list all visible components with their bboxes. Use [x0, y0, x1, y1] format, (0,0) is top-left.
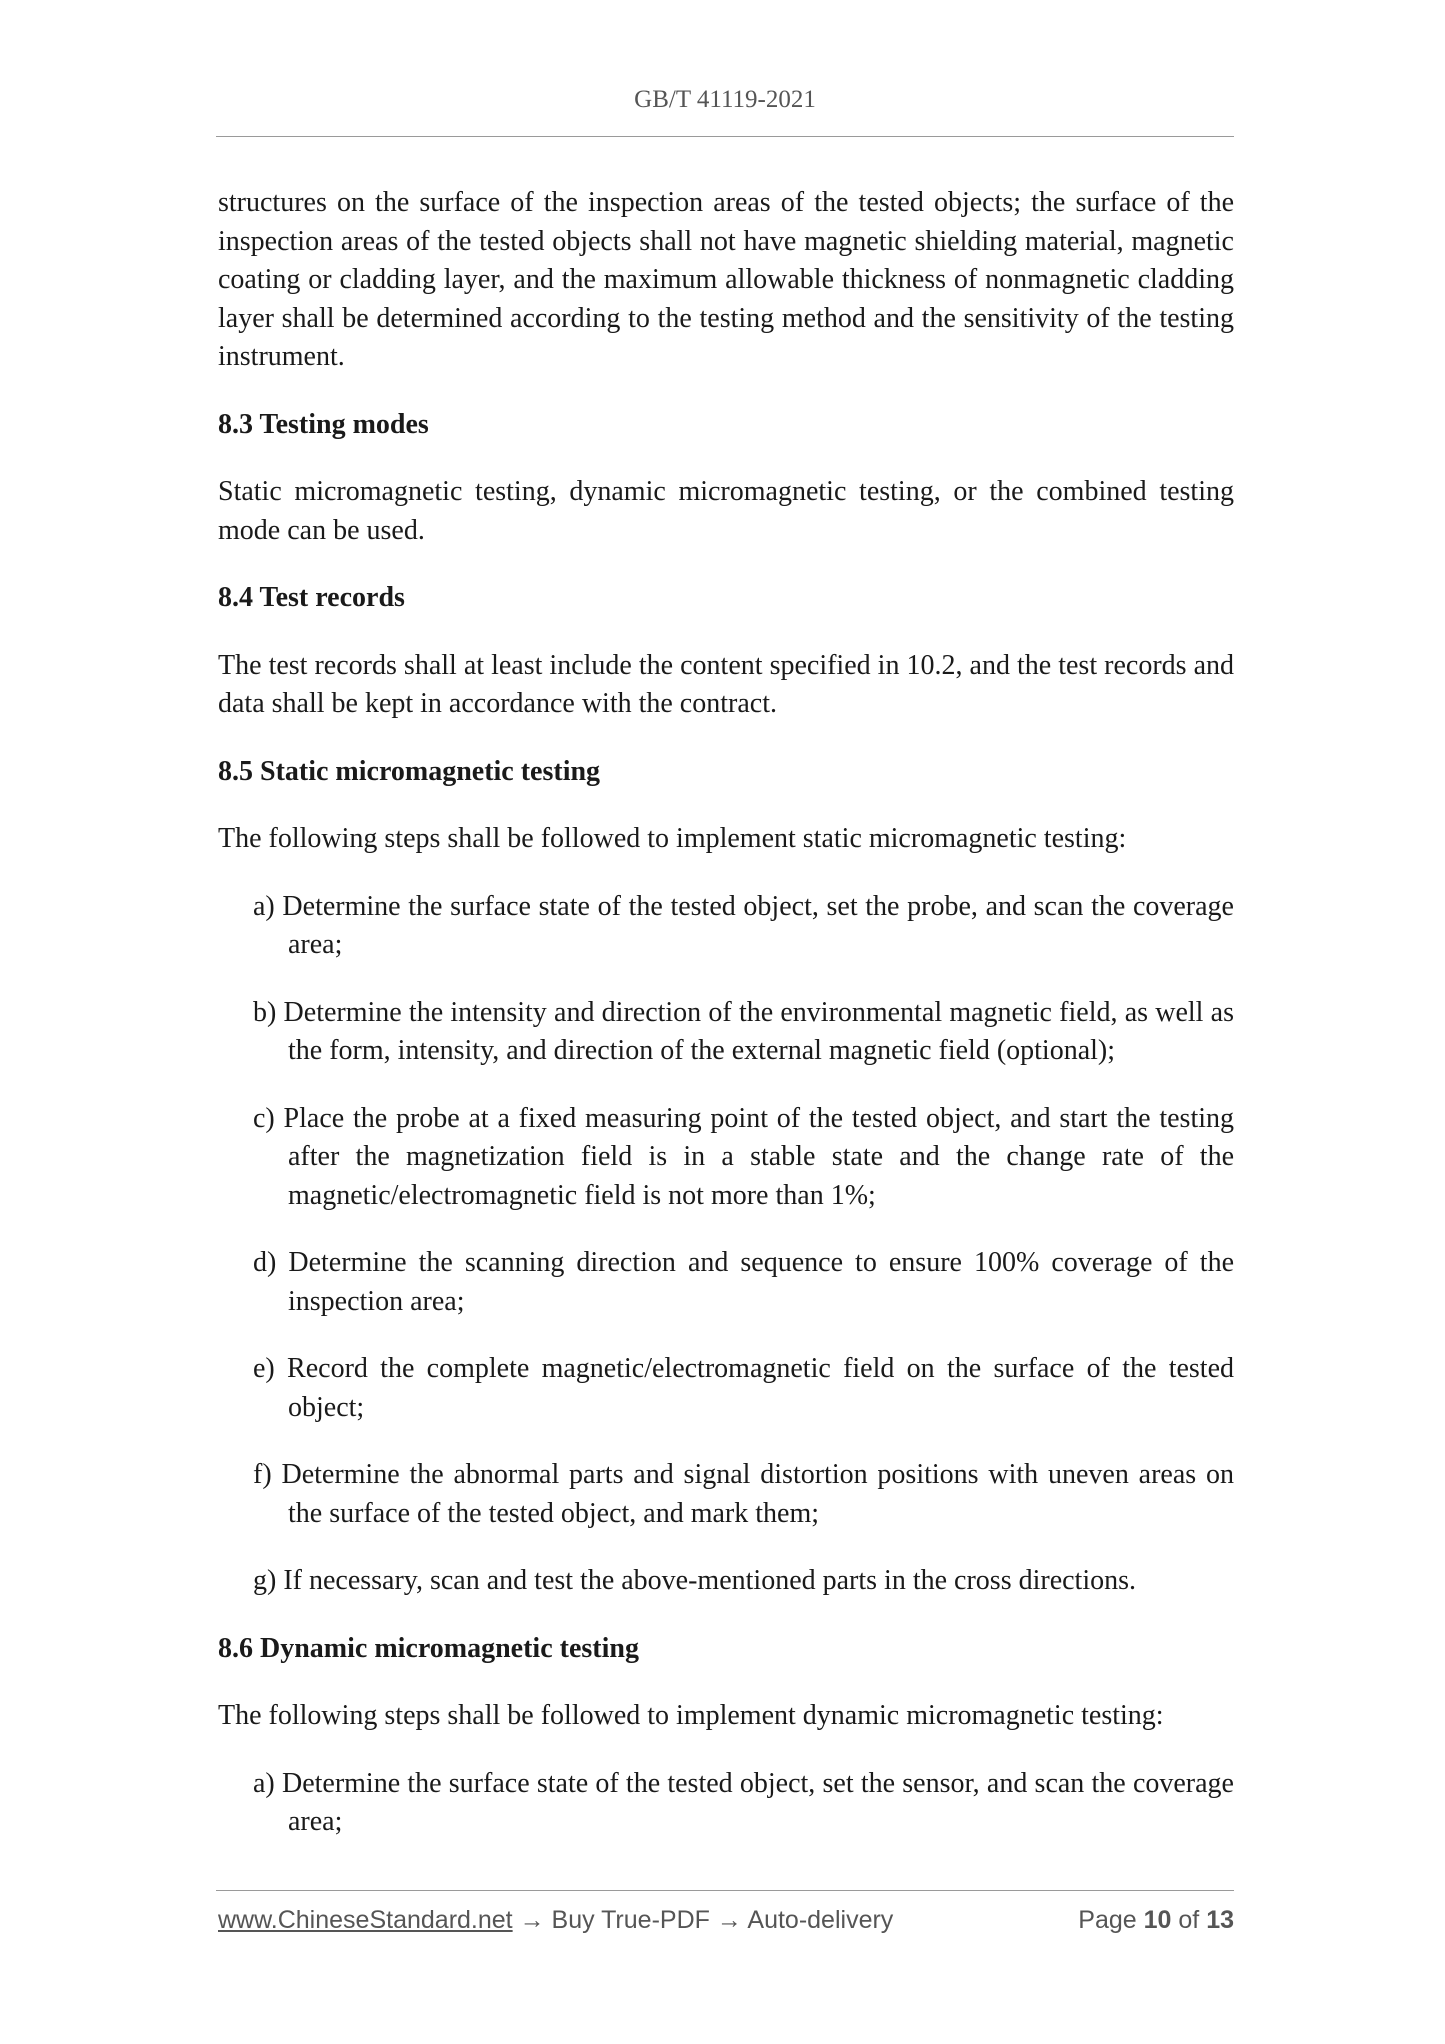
page-current: 10 — [1143, 1906, 1172, 1934]
list-item: a) Determine the surface state of the tested object, set the sensor, and scan the coverage area; — [253, 1767, 1234, 1837]
page-indicator — [1078, 1906, 1234, 1935]
section-8-5-heading: 8.5 Static micromagnetic testing — [218, 755, 601, 787]
section-8-6-intro: The following steps shall be followed to implement dynamic micromagnetic testing: — [218, 1700, 1164, 1731]
list-item: c) Place the probe at a fixed measuring point of the tested object, and start the testing after the magnetization field is in a stable state and the change rate of the magnetic/electromagnetic field is not more than 1%; — [253, 1102, 1234, 1211]
section-8-3-heading: 8.3 Testing modes — [218, 408, 429, 440]
intro-paragraph: structures on the surface of the inspection areas of the tested objects; the surface of the inspection areas of the tested objects shall not have magnetic shielding material, magnetic coating or cladding layer, and the maximum allowable thickness of nonmagnetic cladding layer shall be determined according to the testing method and the sensitivity of the testing instrument. — [218, 187, 1234, 372]
section-8-6-heading: 8.6 Dynamic micromagnetic testing — [218, 1632, 639, 1664]
list-item: g) If necessary, scan and test the above-mentioned parts in the cross directions. — [253, 1565, 1136, 1596]
list-item: b) Determine the intensity and direction of the environmental magnetic field, as well as the form, intensity, and direction of the external magnetic field (optional); — [253, 996, 1234, 1066]
list-item: f) Determine the abnormal parts and signal distortion positions with uneven areas on the surface of the tested object, and mark them; — [253, 1459, 1234, 1529]
list-item: a) Determine the surface state of the tested object, set the probe, and scan the coverage area; — [253, 890, 1234, 960]
section-8-4-text: The test records shall at least include the content specified in 10.2, and the test records and data shall be kept in accordance with the contract. — [218, 649, 1234, 719]
page-of-label: of — [1178, 1906, 1200, 1934]
footer-divider — [216, 1890, 1234, 1891]
footer — [218, 1906, 1234, 1935]
footer-tagline: → Buy True-PDF → Auto-delivery — [512, 1906, 894, 1934]
page-total: 13 — [1206, 1906, 1234, 1934]
header-doc-id: GB/T 41119-2021 — [634, 86, 816, 113]
list-item: e) Record the complete magnetic/electromagnetic field on the surface of the tested object; — [253, 1353, 1234, 1423]
header-divider — [216, 136, 1234, 137]
footer-left — [218, 1906, 893, 1935]
section-8-5-intro: The following steps shall be followed to implement static micromagnetic testing: — [218, 823, 1127, 854]
page-label: Page — [1078, 1906, 1137, 1934]
website-link[interactable]: www.ChineseStandard.net — [218, 1906, 513, 1934]
list-item: d) Determine the scanning direction and sequence to ensure 100% coverage of the inspection area; — [253, 1247, 1234, 1317]
section-8-3-text: Static micromagnetic testing, dynamic micromagnetic testing, or the combined testing mode can be used. — [218, 476, 1234, 546]
section-8-4-heading: 8.4 Test records — [218, 582, 405, 613]
document-body — [218, 184, 1234, 1871]
